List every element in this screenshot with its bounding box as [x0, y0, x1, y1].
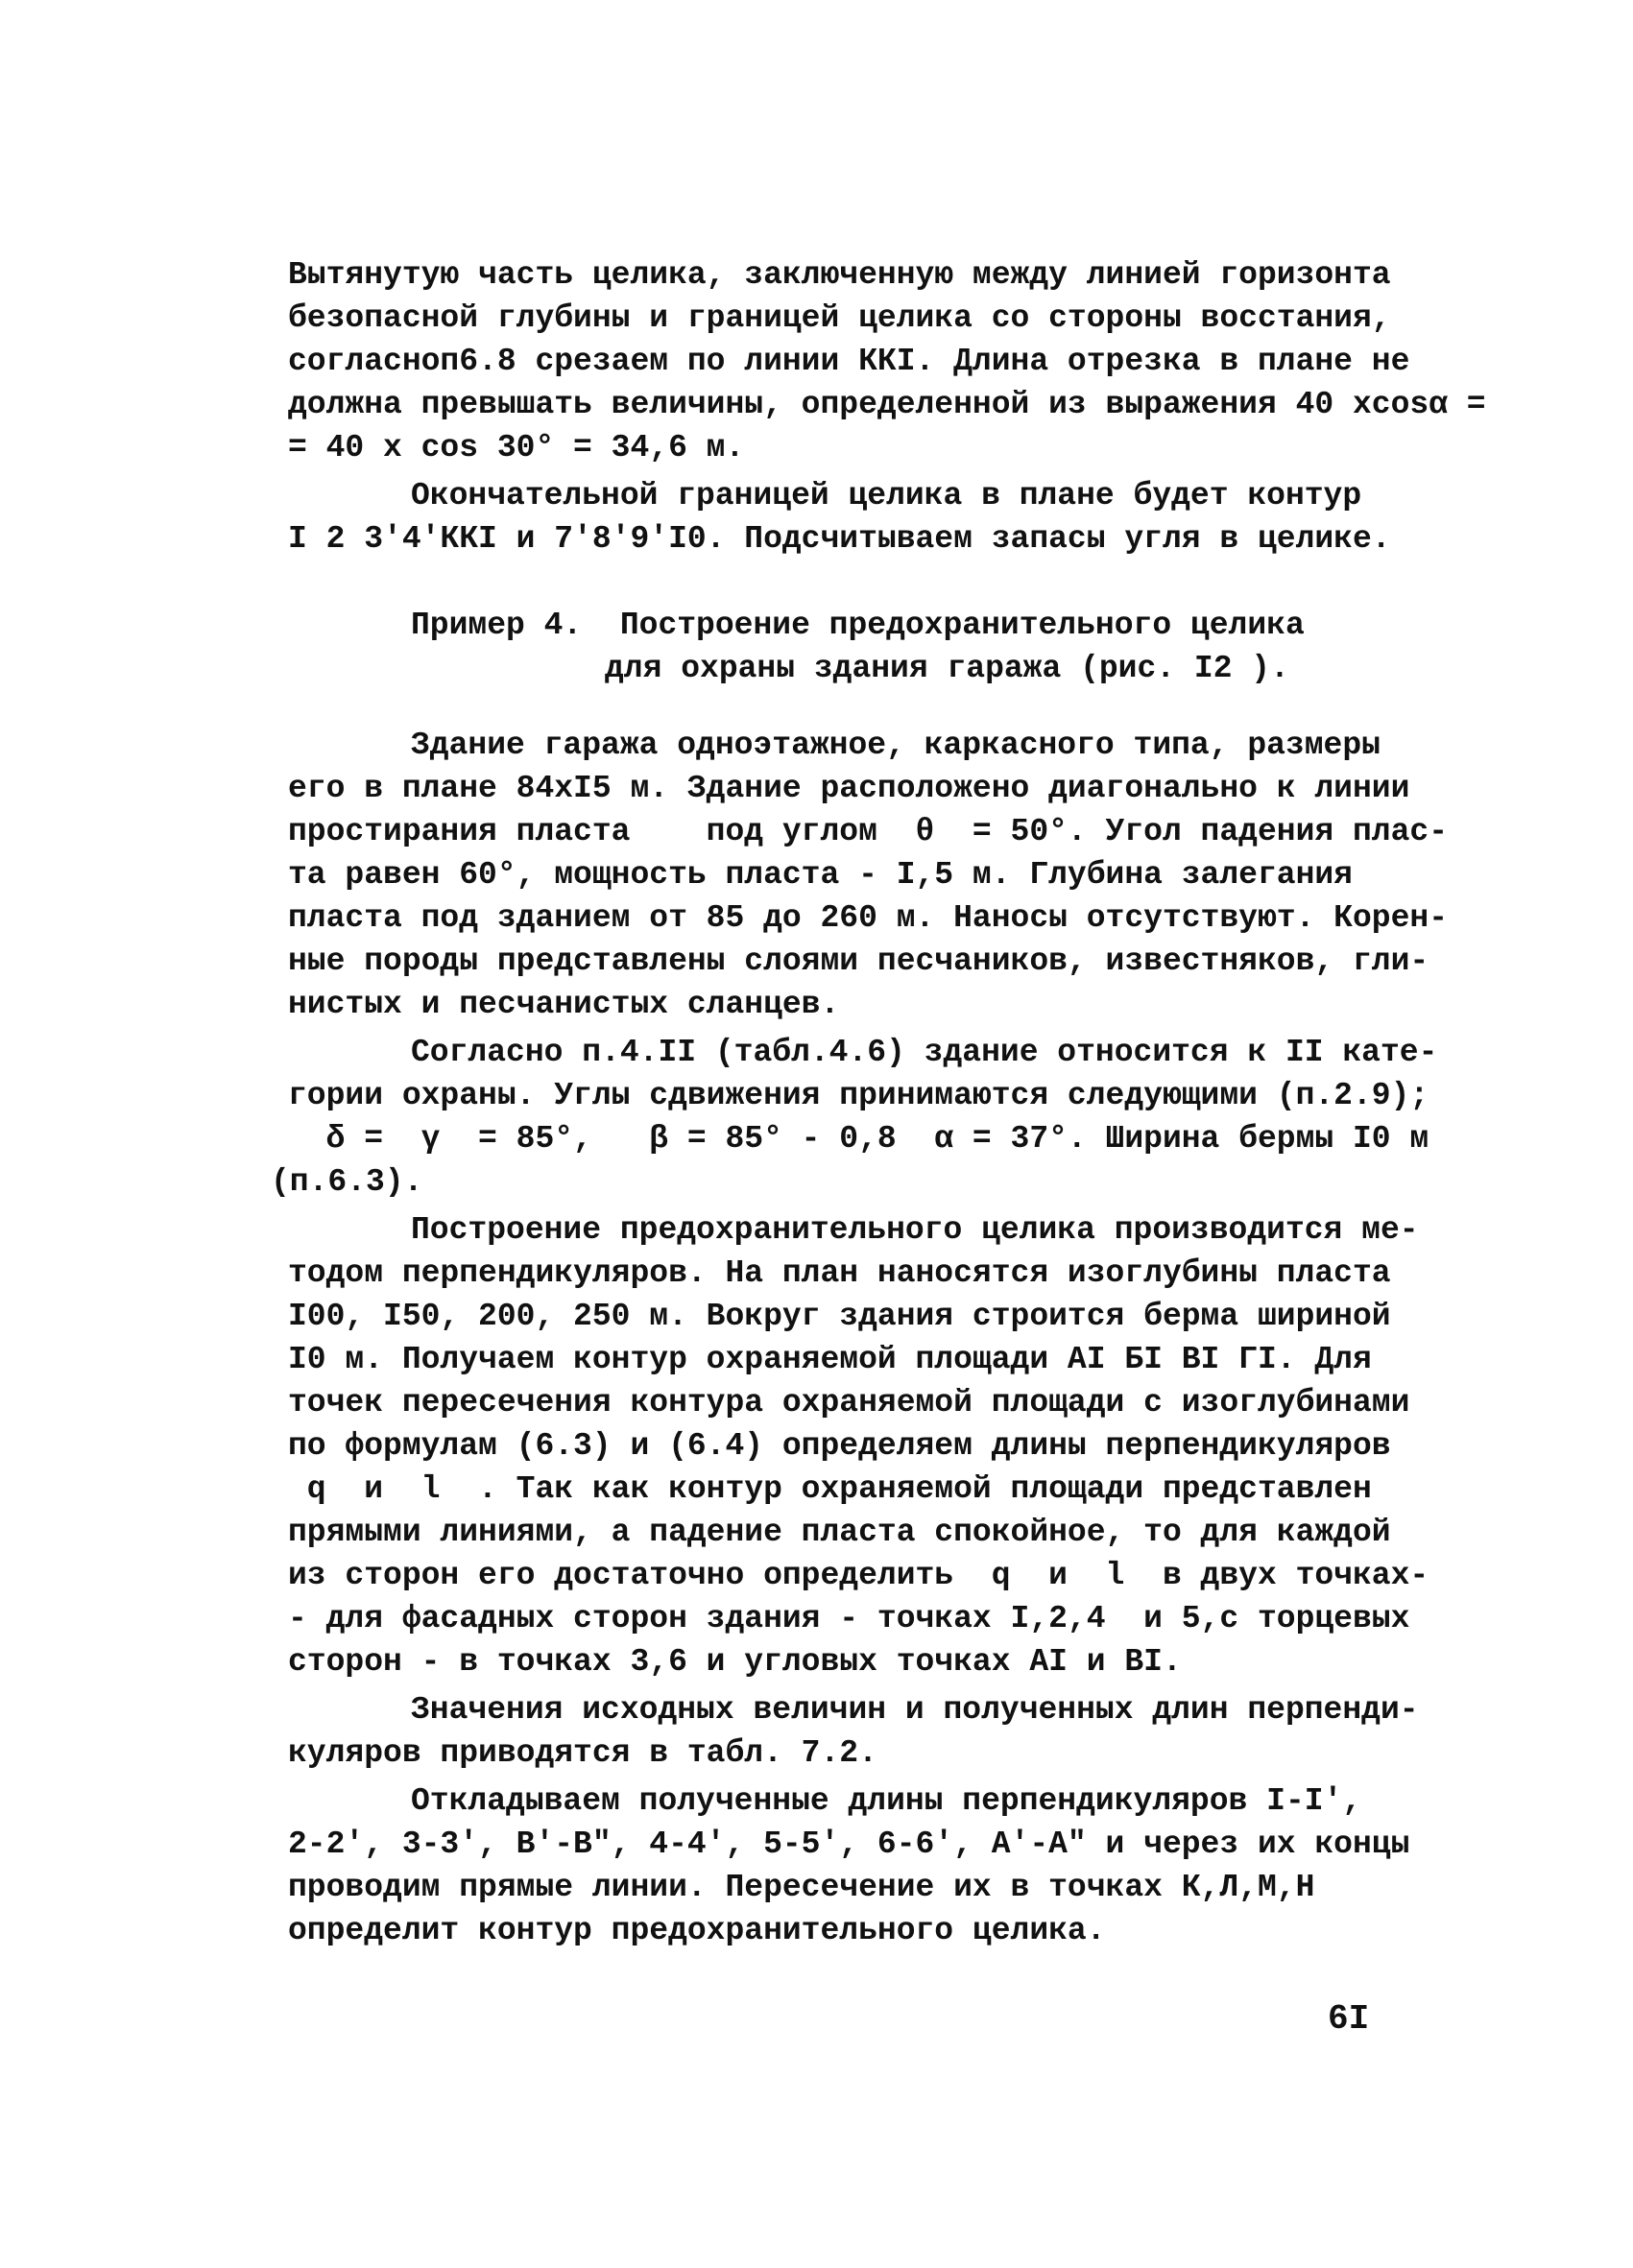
text-line: Согласно п.4.II (табл.4.6) здание относится к II кате-	[411, 1035, 1438, 1070]
text-line: I 2 3'4'ККI и 7'8'9'I0. Подсчитываем запасы угля в целике.	[288, 521, 1391, 557]
text-line: куляров приводятся в табл. 7.2.	[288, 1735, 877, 1771]
example-heading-line2: для охраны здания гаража (рис. I2 ).	[605, 651, 1289, 686]
text-line: простирания пласта под углом θ = 50°. Угол падения плас-	[288, 814, 1448, 849]
text-line: должна превышать величины, определенной из выражения 40 xcosα =	[288, 387, 1486, 422]
text-line: определит контур предохранительного целика.	[288, 1913, 1106, 1948]
text-line: - для фасадных сторон здания - точках I,2,4 и 5,с торцевых	[288, 1601, 1410, 1636]
text-line: нистых и песчанистых сланцев.	[288, 987, 840, 1022]
text-line: Значения исходных величин и полученных длин перпенди-	[411, 1692, 1419, 1728]
text-line: = 40 x cos 30° = 34,6 м.	[288, 430, 745, 466]
text-line: q и l . Так как контур охраняемой площади представлен	[288, 1471, 1372, 1507]
text-line: по формулам (6.3) и (6.4) определяем длины перпендикуляров	[288, 1428, 1391, 1464]
text-line: 2-2', 3-3', В'-В", 4-4', 5-5', 6-6', А'-А" и через их концы	[288, 1826, 1410, 1862]
text-line: его в плане 84xI5 м. Здание расположено диагонально к линии	[288, 771, 1410, 806]
text-line: тодом перпендикуляров. На план наносятся изоглубины пласта	[288, 1255, 1391, 1291]
text-line: Окончательной границей целика в плане будет контур	[411, 478, 1362, 513]
text-line: Построение предохранительного целика производится ме-	[411, 1212, 1419, 1248]
text-line: (п.6.3).	[271, 1164, 423, 1200]
text-line: Здание гаража одноэтажное, каркасного типа, размеры	[411, 728, 1381, 763]
text-line: I0 м. Получаем контур охраняемой площади АI БI ВI ГI. Для	[288, 1342, 1372, 1377]
text-line: прямыми линиями, а падение пласта спокойное, то для каждой	[288, 1515, 1391, 1550]
text-line: проводим прямые линии. Пересечение их в точках К,Л,М,Н	[288, 1870, 1315, 1905]
text-line: δ = γ = 85°, β = 85° - 0,8 α = 37°. Ширина бермы I0 м	[288, 1121, 1429, 1157]
page-number: 6I	[1328, 1999, 1370, 2039]
text-line: Откладываем полученные длины перпендикуляров I-I',	[411, 1783, 1362, 1819]
text-line: сторон - в точках 3,6 и угловых точках АI и ВI.	[288, 1644, 1182, 1680]
text-line: точек пересечения контура охраняемой площади с изоглубинами	[288, 1385, 1410, 1420]
text-line: ные породы представлены слоями песчаников, известняков, гли-	[288, 943, 1429, 979]
text-line: I00, I50, 200, 250 м. Вокруг здания строится берма шириной	[288, 1299, 1391, 1334]
text-line: та равен 60°, мощность пласта - I,5 м. Глубина залегания	[288, 857, 1353, 893]
text-line: пласта под зданием от 85 до 260 м. Наносы отсутствуют. Корен-	[288, 900, 1448, 936]
text-line: из сторон его достаточно определить q и l в двух точках-	[288, 1558, 1429, 1593]
text-line: гории охраны. Углы сдвижения принимаются следующими (п.2.9);	[288, 1078, 1429, 1113]
text-line: безопасной глубины и границей целика со стороны восстания,	[288, 300, 1391, 336]
text-line: согласноп6.8 срезаем по линии ККI. Длина отрезка в плане не	[288, 344, 1410, 379]
example-heading: Пример 4. Построение предохранительного целика	[411, 608, 1305, 643]
text-line: Вытянутую часть целика, заключенную между линией горизонта	[288, 257, 1391, 293]
